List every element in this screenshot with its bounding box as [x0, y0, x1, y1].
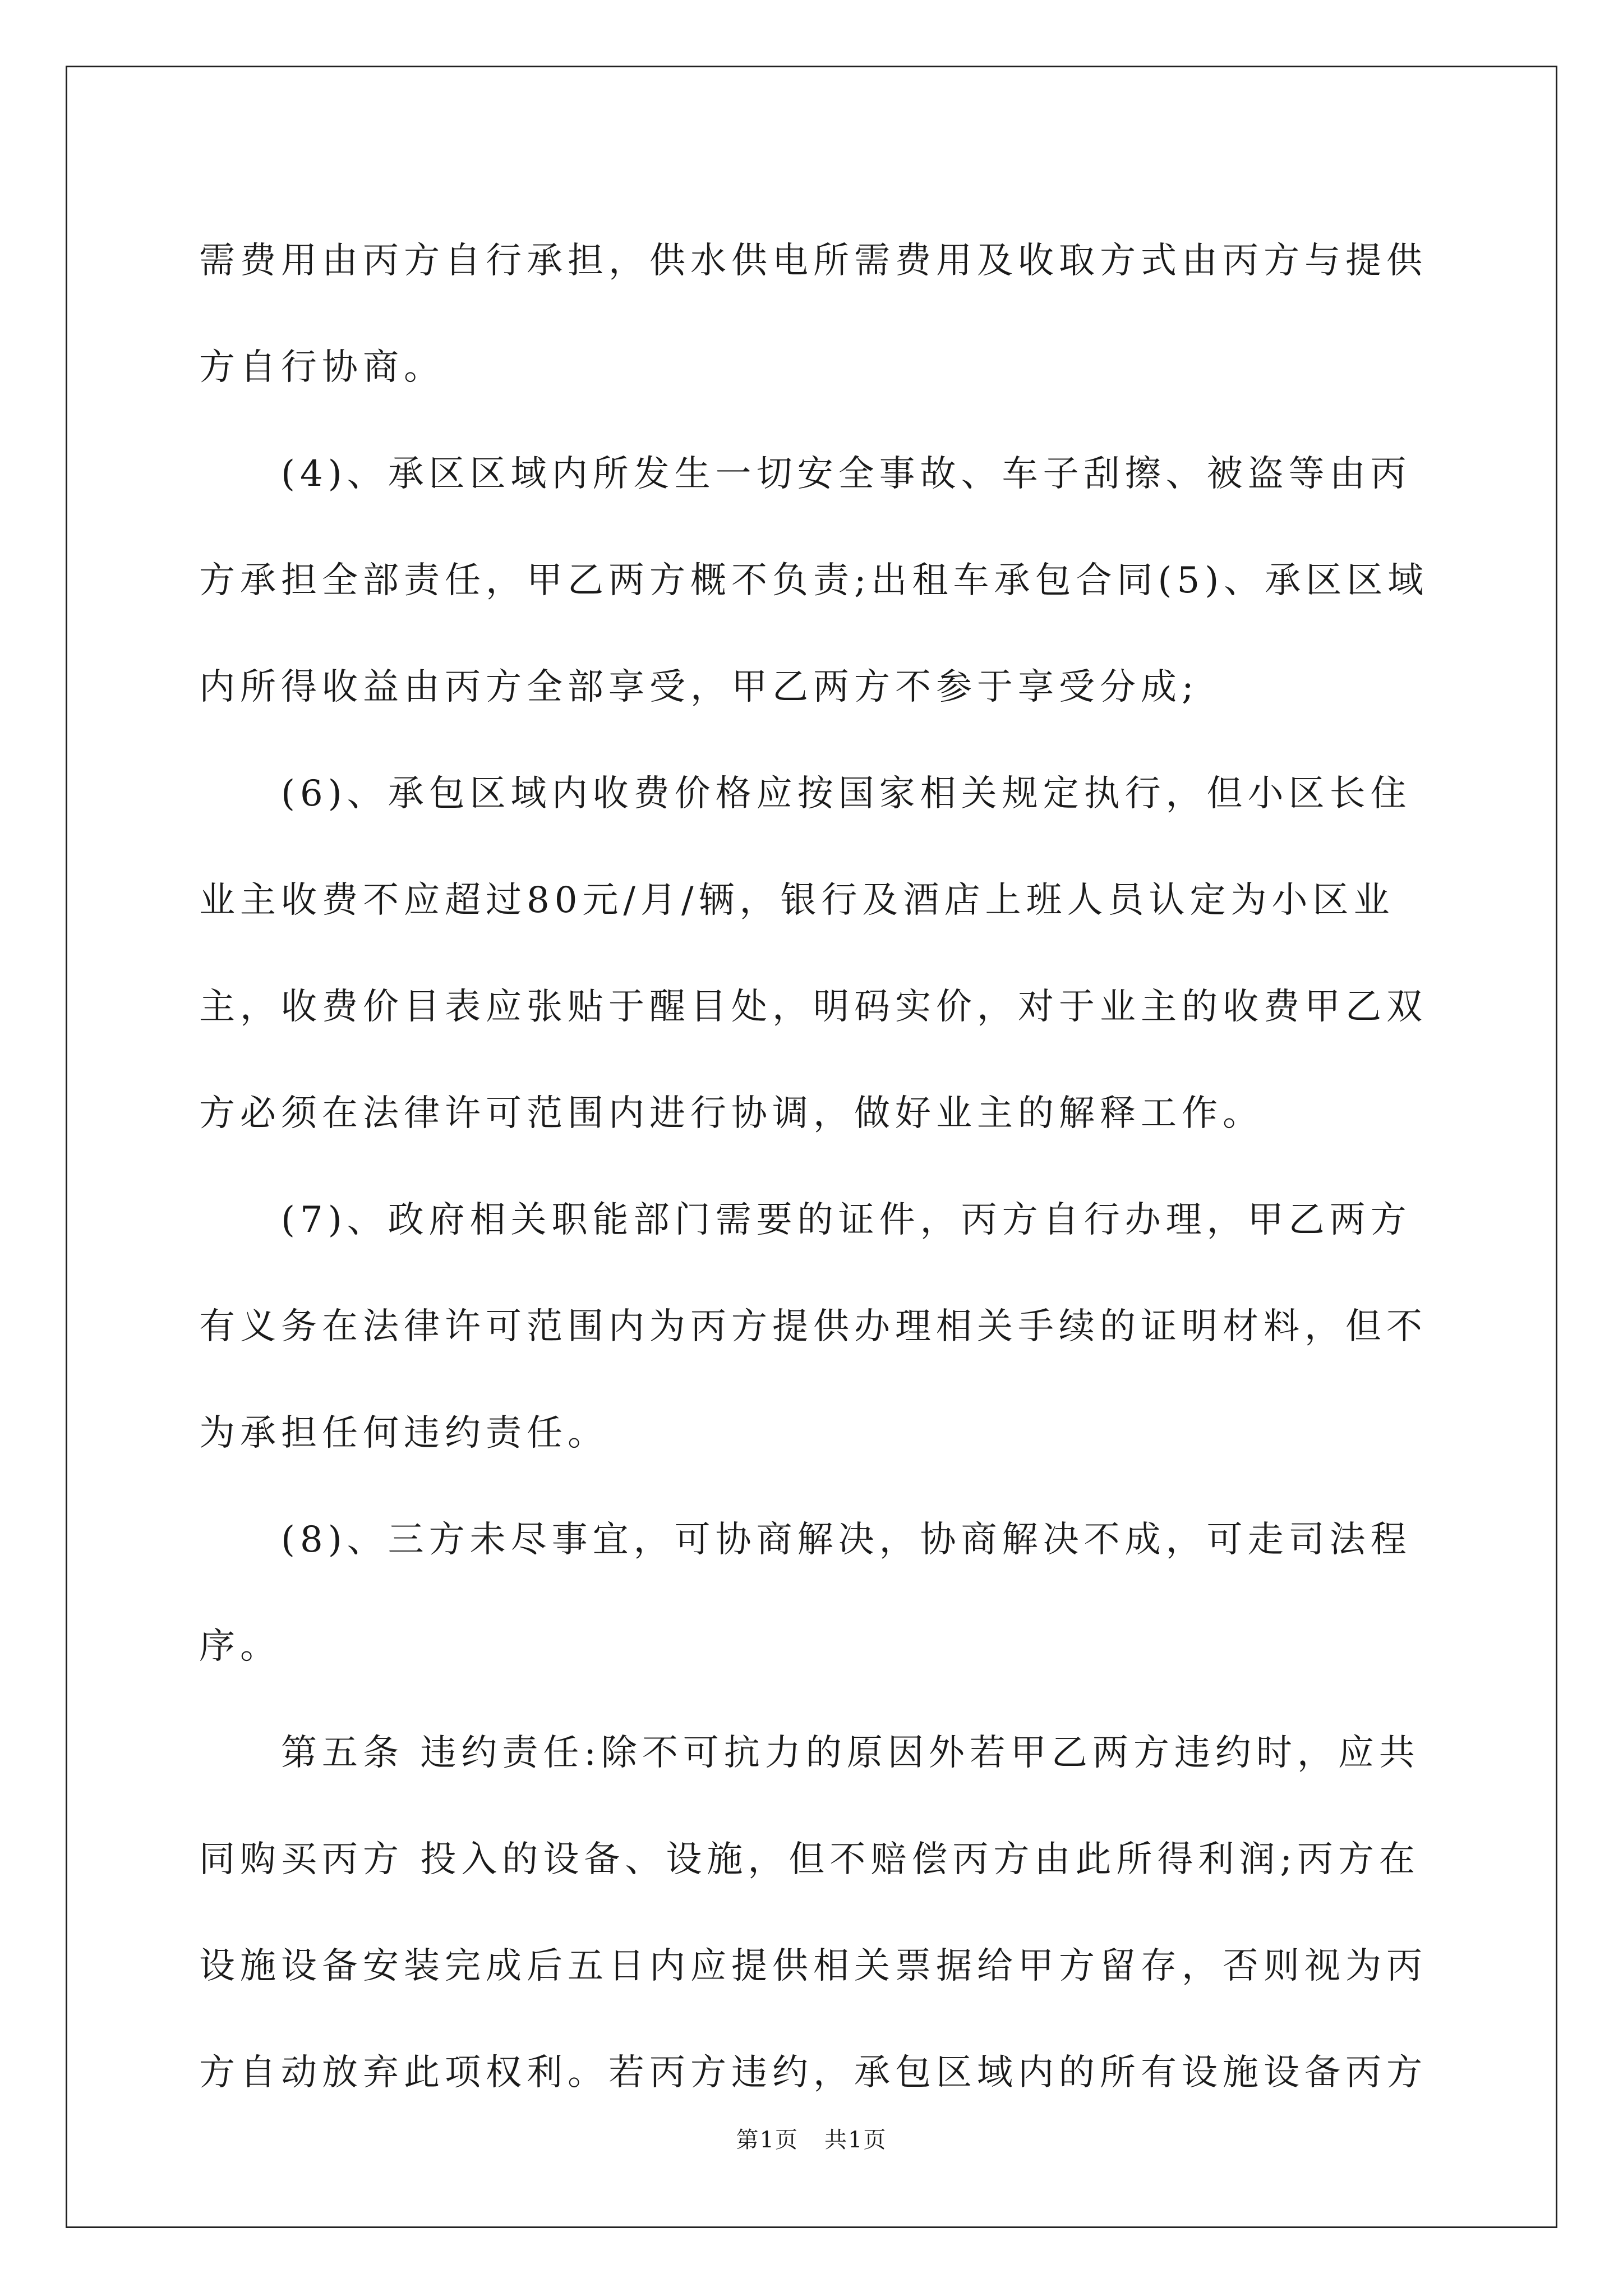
page-footer	[0, 2126, 1623, 2154]
page-number: 第1页	[736, 2127, 799, 2153]
paragraph-continued: 需费用由丙方自行承担，供水供电所需费用及收取方式由丙方与提供方自行协商。	[199, 240, 1427, 388]
clause-8: (8)、三方未尽事宜，可协商解决，协商解决不成，可走司法程序。	[199, 1519, 1412, 1667]
page-total: 共1页	[824, 2127, 887, 2153]
clause-7: (7)、政府相关职能部门需要的证件，丙方自行办理，甲乙两方有义务在法律许可范围内为丙方提供办理相关手续的证明材料，但不为承担任何违约责任。	[199, 1199, 1427, 1454]
clause-6: (6)、承包区域内收费价格应按国家相关规定执行，但小区长住业主收费不应超过80元/月/辆，银行及酒店上班人员认定为小区业主，收费价目表应张贴于醒目处，明码实价，对于业主的收费甲乙双方必须在法律许可范围内进行协调，做好业主的解释工作。	[199, 773, 1427, 1134]
clause-4: (4)、承区区域内所发生一切安全事故、车子刮擦、被盗等由丙方承担全部责任，甲乙两方概不负责;出租车承包合同(5)、承区区域内所得收益由丙方全部享受，甲乙两方不参于享受分成;	[199, 453, 1429, 708]
document-body	[199, 208, 1433, 2126]
article-5-breach-liability: 第五条 违约责任:除不可抗力的原因外若甲乙两方违约时，应共同购买丙方 投入的设备、设施，但不赔偿丙方由此所得利润;丙方在设施设备安装完成后五日内应提供相关票据给甲方留存，否则视为丙方自动放弃此项权利。若丙方违约，承包区域内的所有设施设备丙方	[199, 1732, 1427, 2093]
